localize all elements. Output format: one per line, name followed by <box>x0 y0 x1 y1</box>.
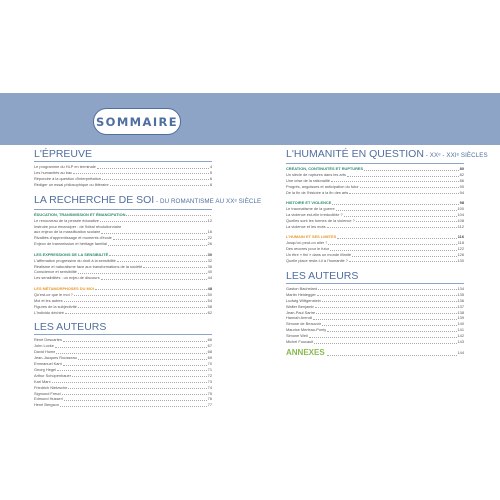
subsection-heading[interactable]: LES EXPRESSIONS DE LA SENSIBILITÉ 30 <box>34 251 212 257</box>
right-column <box>286 148 488 358</box>
toc-entry[interactable]: Emmanuel Kant 70 <box>34 361 212 367</box>
toc-entry[interactable]: aux enjeux de la massification scolaire 16 <box>34 229 212 235</box>
toc-entry[interactable]: De la fin de l'histoire à la fin des arts 94 <box>286 189 464 195</box>
title-badge <box>93 108 181 135</box>
toc-entry[interactable]: Maurice Merleau-Ponty 141 <box>286 327 464 333</box>
section-rule <box>286 163 464 164</box>
toc-entry[interactable]: Simone Weil 142 <box>286 333 464 339</box>
toc-entry[interactable]: La violence est-elle irréductible ? 104 <box>286 212 464 218</box>
toc-entry[interactable]: Le programme du HLP en terminale 4 <box>34 164 212 169</box>
toc-entry[interactable]: Ludwig Wittgenstein 136 <box>286 297 464 303</box>
toc-entry[interactable]: Répondre à la question d'interprétation 6 <box>34 175 212 181</box>
section-heading-humanite: L'HUMANITÉ EN QUESTION - XXᵉ - XXIᵉ SIÈCLES <box>286 148 488 160</box>
auteurs-list <box>34 337 212 408</box>
section-rule <box>286 283 464 284</box>
toc-entry[interactable]: Sigmund Freud 75 <box>34 390 212 396</box>
toc-entry[interactable]: Les humanités au bac 5 <box>34 169 212 175</box>
toc-entry[interactable]: Instruire pour émanciper : de l'idéal révolutionnaire <box>34 223 122 229</box>
toc-entry[interactable]: Les sensibilités : un enjeu de discours 44 <box>34 275 212 281</box>
toc-entry[interactable]: Quelles sont les formes de la violence ? 108 <box>286 217 464 223</box>
toc-entry[interactable]: Le renouveau de la pensée éducative 12 <box>34 217 212 223</box>
toc-entry[interactable]: Jean-Paul Sartre 138 <box>286 309 464 315</box>
toc-entry[interactable]: Jean-Jacques Rousseau 69 <box>34 355 212 361</box>
toc-entry[interactable]: Michel Foucault 143 <box>286 339 464 345</box>
section-rule <box>34 209 212 210</box>
toc-entry[interactable]: Friedrich Nietzsche 74 <box>34 384 212 390</box>
section-heading-auteurs: LES AUTEURS <box>34 321 107 334</box>
toc-entry[interactable]: Une crise de la rationalité 86 <box>286 177 464 183</box>
left-column <box>34 148 262 408</box>
toc-entry[interactable]: Rivalités d'apprentissage et moments d'école 22 <box>34 235 212 241</box>
toc-entry[interactable]: Rédiger un essai philosophique ou littéraire 8 <box>34 181 212 187</box>
annexes-entry[interactable]: ANNEXES 144 <box>286 347 464 357</box>
toc-entry[interactable]: Edmund Husserl 76 <box>34 396 212 402</box>
subsection-heading[interactable]: L'HUMAIN ET SES LIMITES 116 <box>286 234 464 240</box>
section-heading-auteurs-right: LES AUTEURS <box>286 269 359 282</box>
toc-entry[interactable]: Hannah Arendt 139 <box>286 315 464 321</box>
section-rule <box>34 334 212 335</box>
toc-entry[interactable]: Progrès, angoisses et anticipation du futur 90 <box>286 183 464 189</box>
section-rule <box>34 161 212 162</box>
toc-entry[interactable]: Quelle place reste-t-il à l'humanité ? 130 <box>286 257 464 263</box>
toc-entry[interactable]: Un être « fini » dans un monde illimité 126 <box>286 252 464 258</box>
epreuve-list <box>34 164 212 188</box>
header-banner <box>0 93 500 145</box>
subsection-heading[interactable]: LES MÉTAMORPHOSES DU MOI 48 <box>34 285 212 291</box>
subsection-heading[interactable]: ÉDUCATION, TRANSMISSION ET ÉMANCIPATION <box>34 212 212 218</box>
toc-entry[interactable]: Jusqu'où peut-on aller ? 118 <box>286 240 464 246</box>
toc-entry[interactable]: Simone de Beauvoir 140 <box>286 321 464 327</box>
toc-entry[interactable]: René Descartes 66 <box>34 337 212 343</box>
toc-entry[interactable]: Arthur Schopenhauer 72 <box>34 372 212 378</box>
toc-entry[interactable]: Moi et les autres 54 <box>34 297 212 303</box>
toc-entry[interactable]: Conscience et sensibilité 40 <box>34 269 212 275</box>
toc-entry[interactable]: Martin Heidegger 135 <box>286 291 464 297</box>
auteurs-list-right <box>286 286 464 345</box>
section-heading-epreuve: L'ÉPREUVE <box>34 148 93 160</box>
page-title: SOMMAIRE <box>95 114 179 129</box>
toc-entry[interactable]: L'individu déchiré 62 <box>34 309 212 315</box>
toc-entry[interactable]: Karl Marx 73 <box>34 378 212 384</box>
toc-entry[interactable]: Qu'est-ce que le moi ? 50 <box>34 291 212 297</box>
toc-entry[interactable]: Réalisme et naturalisme face aux transformations de la société 36 <box>34 263 212 269</box>
section-heading-recherche: LA RECHERCHE DE SOI - DU ROMANTISME AU XXᵉ SIÈCLE <box>34 193 262 206</box>
subsection-heading[interactable]: CRÉATION, CONTINUITÉS ET RUPTURES 80 <box>286 166 464 171</box>
toc-entry[interactable]: Un siècle de ruptures dans les arts 82 <box>286 172 464 177</box>
toc-entry[interactable]: L'affirmation progressive du droit à la sensibilité 32 <box>34 257 212 263</box>
toc-entry[interactable]: David Hume 68 <box>34 349 212 355</box>
toc-entry[interactable]: Walter Benjamin 137 <box>286 303 464 309</box>
toc-entry[interactable]: Des œuvres pour le futur 122 <box>286 246 464 252</box>
toc-entry[interactable]: Le traumatisme de la guerre 100 <box>286 206 464 212</box>
subsection-heading[interactable]: HISTOIRE ET VIOLENCE 98 <box>286 200 464 206</box>
toc-entry[interactable]: Henri Bergson 77 <box>34 402 212 408</box>
toc-entry[interactable]: Figures de la subjectivité 58 <box>34 303 212 309</box>
toc-entry[interactable]: La violence et les mots 112 <box>286 223 464 229</box>
toc-entry[interactable]: Enjeux de transmission et héritage familial 26 <box>34 241 212 247</box>
toc-entry[interactable]: Gaston Bachelard 134 <box>286 285 464 291</box>
toc-entry[interactable]: John Locke 67 <box>34 343 212 349</box>
toc-entry[interactable]: Georg Hegel 71 <box>34 366 212 372</box>
